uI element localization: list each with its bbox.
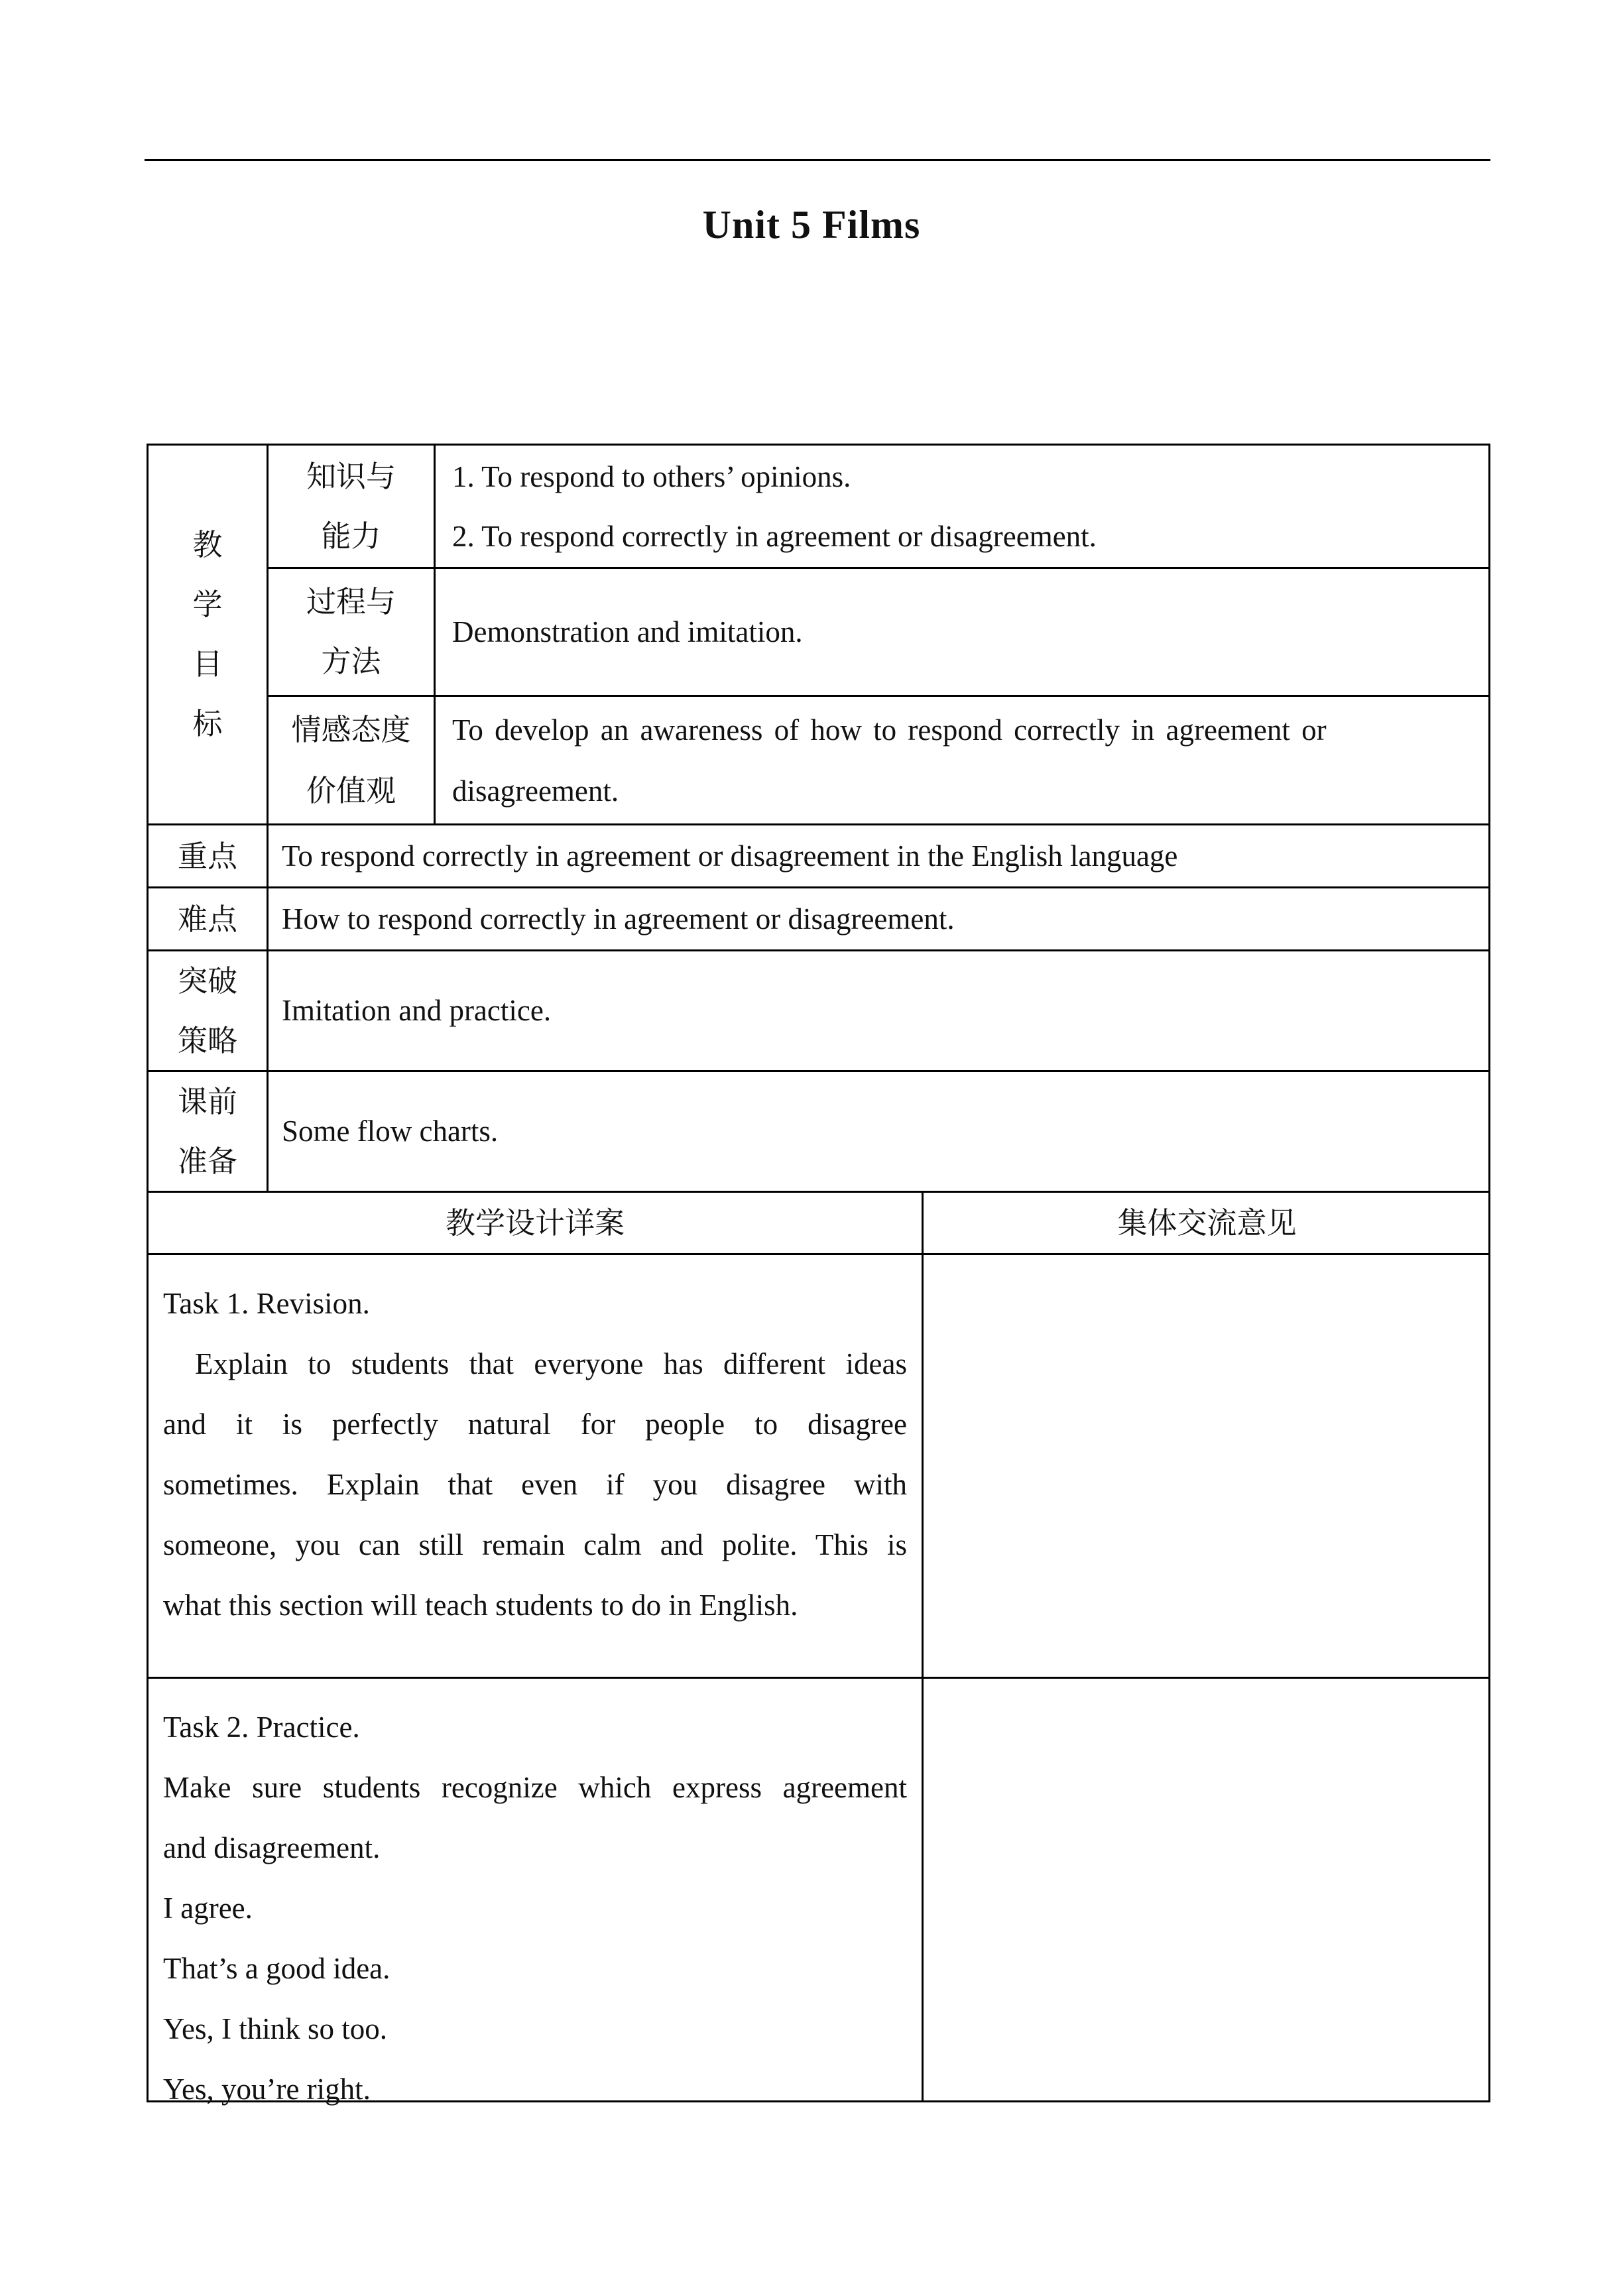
objective-content-attitude: To develop an awareness of how to respond correctly in agreement or disagreement.: [452, 713, 1327, 808]
header-rule: [145, 159, 1490, 161]
preparation-value: Some flow charts.: [282, 1115, 499, 1148]
design-detail-header: 教学设计详案: [445, 1205, 625, 1240]
page-title: Unit 5 Films: [702, 203, 921, 247]
difficulty-value: How to respond correctly in agreement or disagreement.: [282, 902, 955, 936]
difficulty-label: 难点: [177, 901, 237, 937]
strategy-label: 突破 策略: [177, 963, 237, 1058]
lesson-plan-table: [147, 444, 1490, 2106]
task-2: Task 2. Practice. Make sure students recognize which express agreement and disagreement. I agree. That’s a good idea. Yes, I think so too. Yes, you’re right.: [163, 1711, 907, 2106]
task-1: Task 1. Revision. Explain to students that everyone has different ideas and it is perfectly natural for people to disagree sometimes. Explain that even if you disagree with someone, you can still remain calm and polite. This is what this section will teach students to do in English.: [163, 1287, 907, 1622]
group-feedback-header: 集体交流意见: [1117, 1205, 1297, 1240]
objective-category-knowledge: 知识与 能力: [306, 458, 396, 554]
objective-category-attitude: 情感态度 价值观: [291, 711, 411, 808]
key-point-label: 重点: [177, 838, 237, 874]
task-2-feedback: [924, 1679, 1490, 2102]
strategy-value: Imitation and practice.: [282, 994, 552, 1027]
objective-content-process: Demonstration and imitation.: [452, 615, 803, 648]
objective-content-knowledge: 1. To respond to others’ opinions. 2. To respond correctly in agreement or disagreement.: [452, 459, 1097, 553]
objective-category-process: 过程与 方法: [306, 584, 396, 679]
key-point-value: To respond correctly in agreement or disagreement in the English language: [282, 839, 1178, 873]
preparation-label: 课前 准备: [177, 1083, 237, 1179]
objectives-label: 教 学 目 标: [192, 527, 223, 741]
task-1-feedback: [924, 1255, 1490, 1677]
